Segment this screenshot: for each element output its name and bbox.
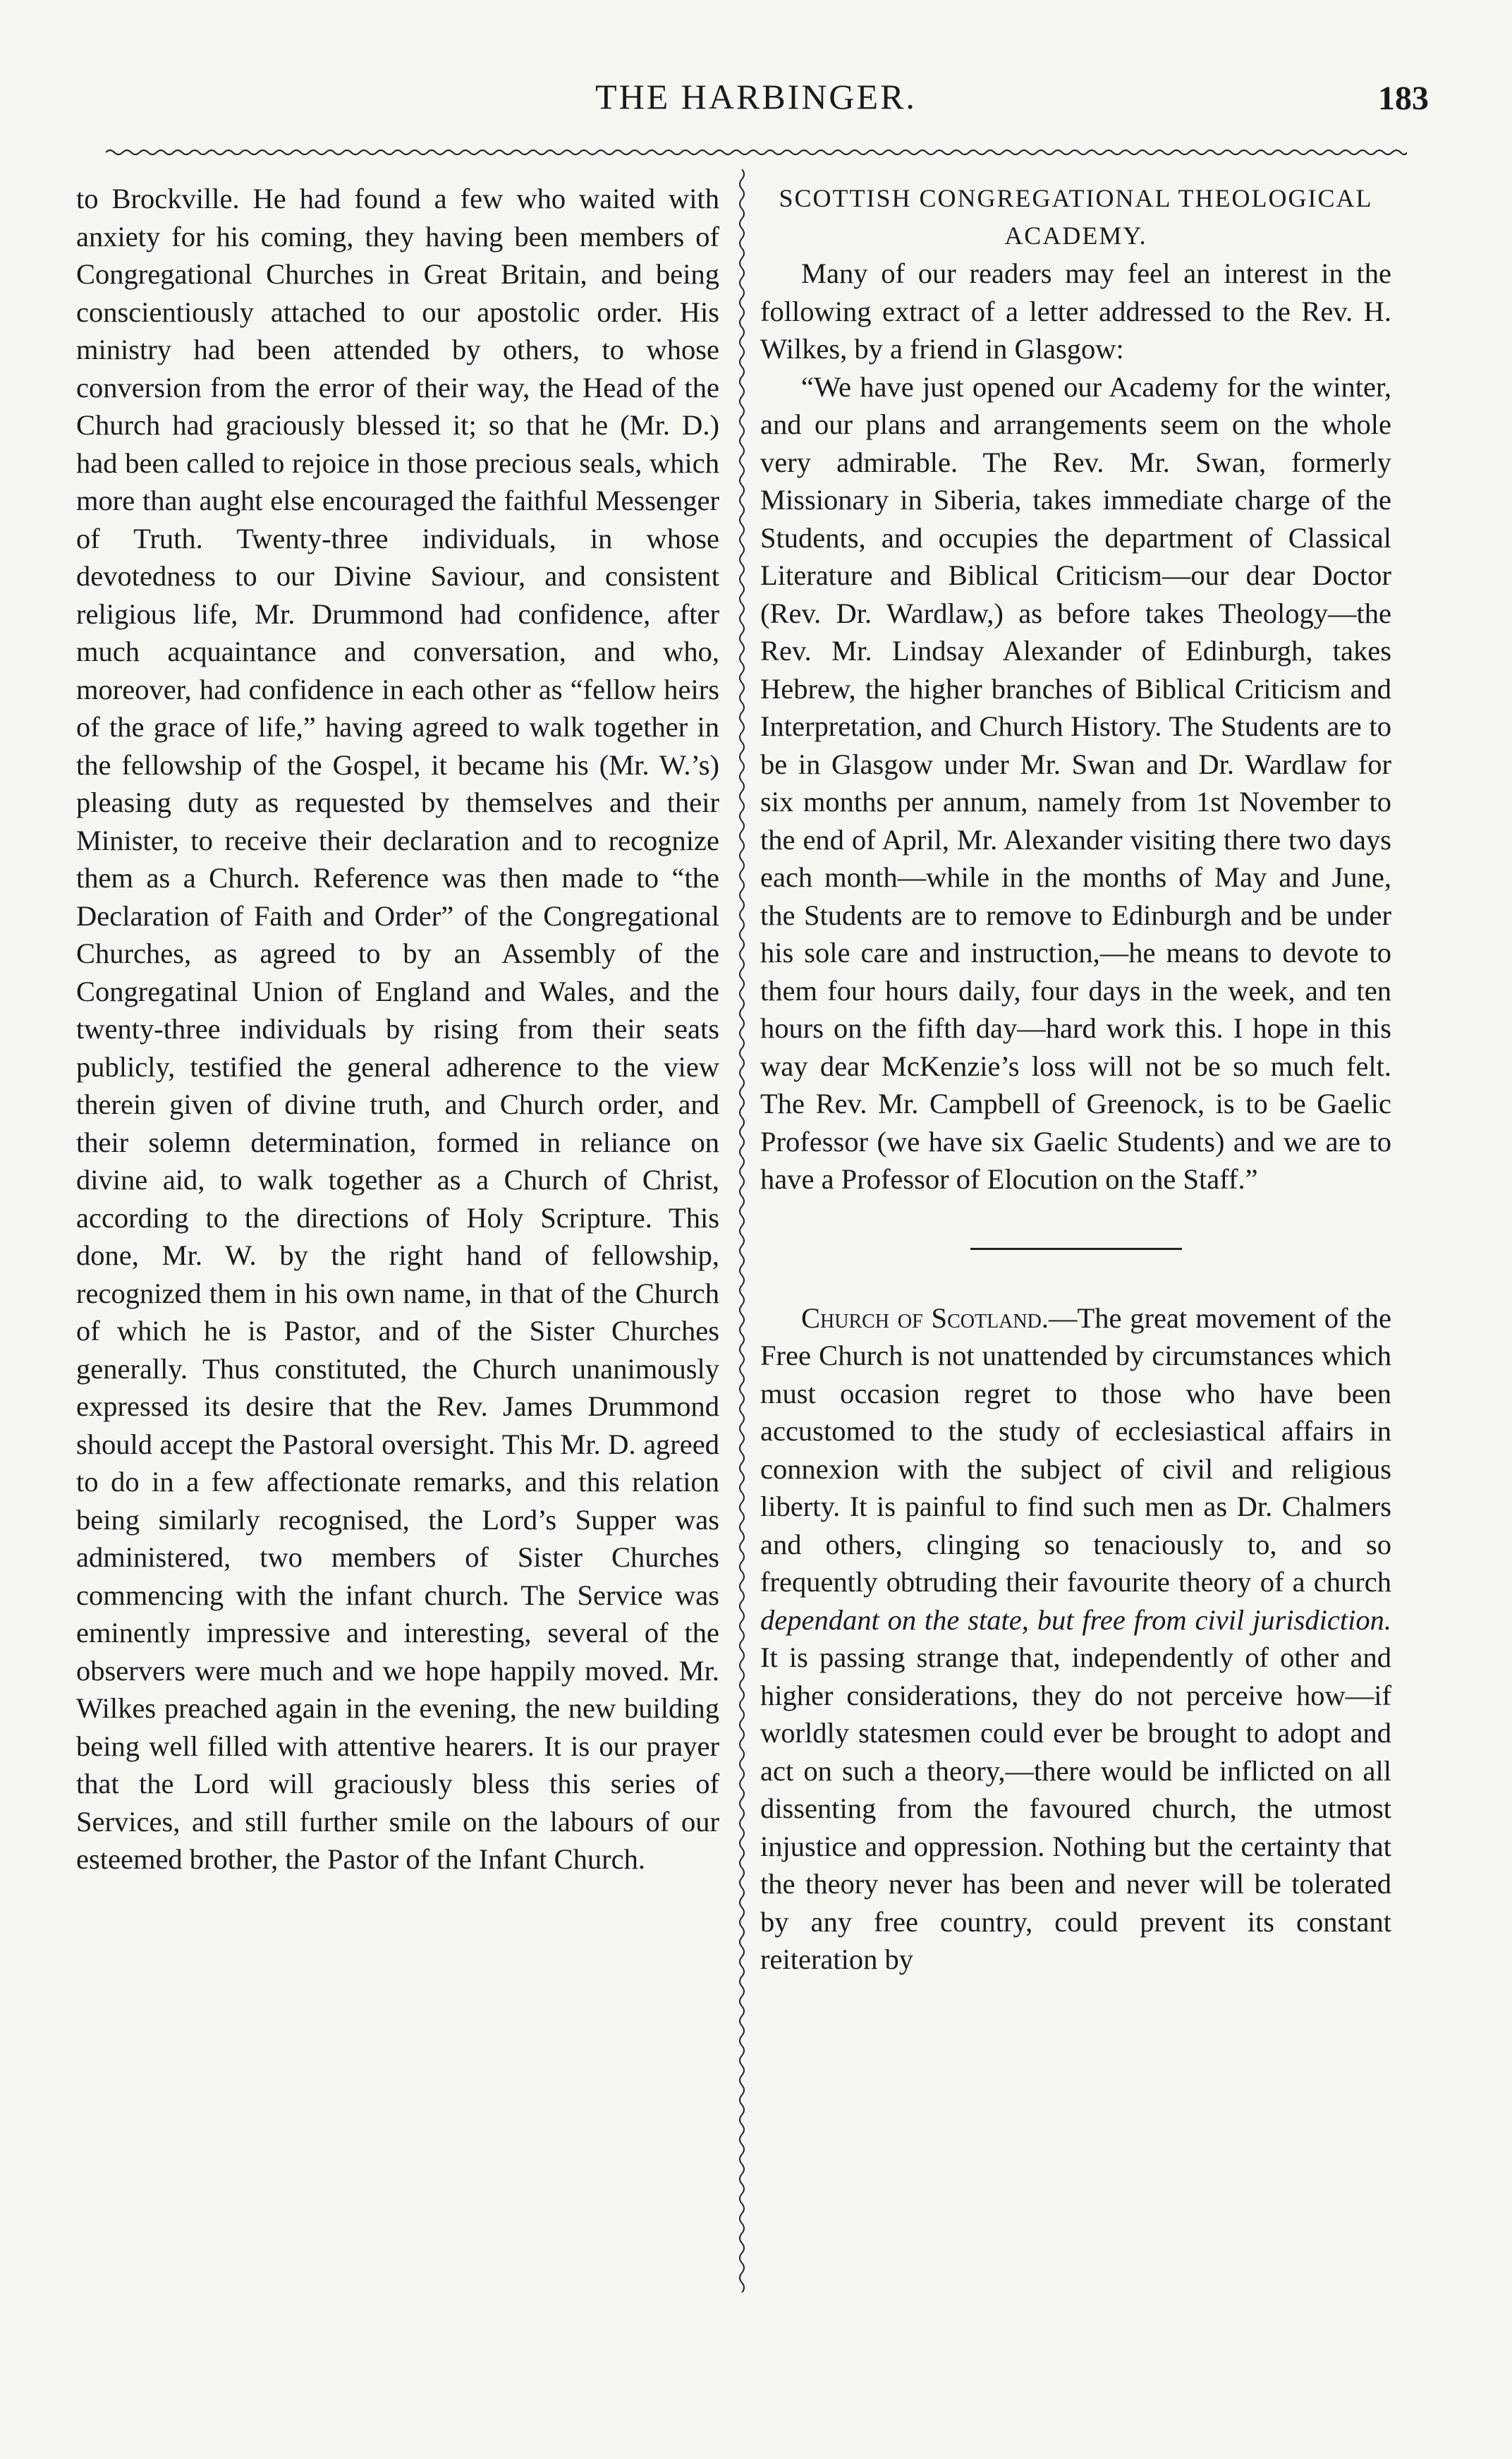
page-title: THE HARBINGER.: [595, 77, 917, 116]
running-head: [0, 42, 1512, 120]
section-separator-rule: [970, 1248, 1182, 1250]
church-text-part2: It is passing strange that, independently of other and higher considerations, they do not perceive how—if worldly statesmen could ever be brought to adopt and act on such a theory,—there would be inflicted on all dissenting from the favoured church, the utmost injustice and oppression. Nothing but the certainty that the theory never has been and never will be tolerated by any free country, could prevent its constant reiteration by: [760, 1641, 1391, 1975]
church-of-scotland-paragraph: [760, 1299, 1391, 1979]
page-number: 183: [1378, 80, 1429, 117]
column-divider-wavy-rule: [736, 169, 748, 2293]
header-wavy-rule: [106, 148, 1407, 157]
church-of-scotland-lead: Church of Scotland.: [801, 1301, 1049, 1334]
church-text-part1: —The great movement of the Free Church is not unattended by circumstances which must occasion regret to those who have been accustomed to the study of ecclesiastical affairs in connexion with the subject of civil and religious liberty. It is painful to find such men as Dr. Chalmers and others, clinging so tenaciously to, and so frequently obtruding their favourite theory of a church: [760, 1301, 1391, 1598]
church-text-italic: dependant on the state, but free from civil jurisdiction.: [760, 1603, 1391, 1636]
article-heading-line1: SCOTTISH CONGREGATIONAL THEOLOGICAL: [779, 184, 1373, 212]
left-column: [76, 180, 719, 1878]
article-letter: “We have just opened our Academy for the winter, and our plans and arrangements seem on the whole very admirable. The Rev. Mr. Swan, formerly Missionary in Siberia, takes immediate charge of the Students, and occupies the department of Classical Literature and Biblical Criticism—our dear Doctor (Rev. Dr. Wardlaw,) as before takes Theology—the Rev. Mr. Lindsay Alexander of Edinburgh, takes Hebrew, the higher branches of Biblical Criticism and Interpretation, and Church History. The Students are to be in Glasgow under Mr. Swan and Dr. Wardlaw for six months per annum, namely from 1st November to the end of April, Mr. Alexander visiting there two days each month—while in the months of May and June, the Students are to remove to Edinburgh and be under his sole care and instruction,—he means to devote to them four hours daily, four days in the week, and ten hours on the fifth day—hard work this. I hope in this way dear McKenzie’s loss will not be so much felt. The Rev. Mr. Campbell of Greenock, is to be Gaelic Professor (we have six Gaelic Students) and we are to have a Professor of Elocution on the Staff.”: [760, 370, 1391, 1195]
article-heading-line2: ACADEMY.: [1004, 221, 1147, 250]
right-column: [760, 180, 1391, 1979]
left-column-paragraph: to Brockville. He had found a few who waited with anxiety for his coming, they having been members of Congregational Churches in Great Britain, and being conscientiously attached to our apostolic order. His ministry had been attended by others, to whose conversion from the error of their way, the Head of the Church had graciously blessed it; so that he (Mr. D.) had been called to rejoice in those precious seals, which more than aught else encouraged the faithful Messenger of Truth. Twenty-three individuals, in whose devotedness to our Divine Saviour, and consistent religious life, Mr. Drummond had confidence, after much acquaintance and conversation, and who, moreover, had confidence in each other as “fellow heirs of the grace of life,” having agreed to walk together in the fellowship of the Gospel, it became his (Mr. W.’s) pleasing duty as requested by themselves and their Minister, to receive their declaration and to recognize them as a Church. Reference was then made to “the Declaration of Faith and Order” of the Congregational Churches, as agreed to by an Assembly of the Congregatinal Union of England and Wales, and the twenty-three individuals by rising from their seats publicly, testified the general adherence to the view therein given of divine truth, and Church order, and their solemn determination, formed in reliance on divine aid, to walk together as a Church of Christ, according to the directions of Holy Scripture. This done, Mr. W. by the right hand of fellowship, recognized them in his own name, in that of the Church of which he is Pastor, and of the Sister Churches generally. Thus constituted, the Church unanimously expressed its desire that the Rev. James Drummond should accept the Pastoral oversight. This Mr. D. agreed to do in a few affectionate remarks, and this relation being similarly recognised, the Lord’s Supper was administered, two members of Sister Churches commencing with the infant church. The Service was eminently impressive and interesting, several of the observers were much and we hope happily moved. Mr. Wilkes preached again in the evening, the new building being well filled with attentive hearers. It is our prayer that the Lord will graciously bless this series of Services, and still further smile on the labours of our esteemed brother, the Pastor of the Infant Church.: [76, 183, 719, 1875]
article-intro: Many of our readers may feel an interest in the following extract of a letter addressed to the Rev. H. Wilkes, by a friend in Glasgow:: [760, 257, 1391, 365]
